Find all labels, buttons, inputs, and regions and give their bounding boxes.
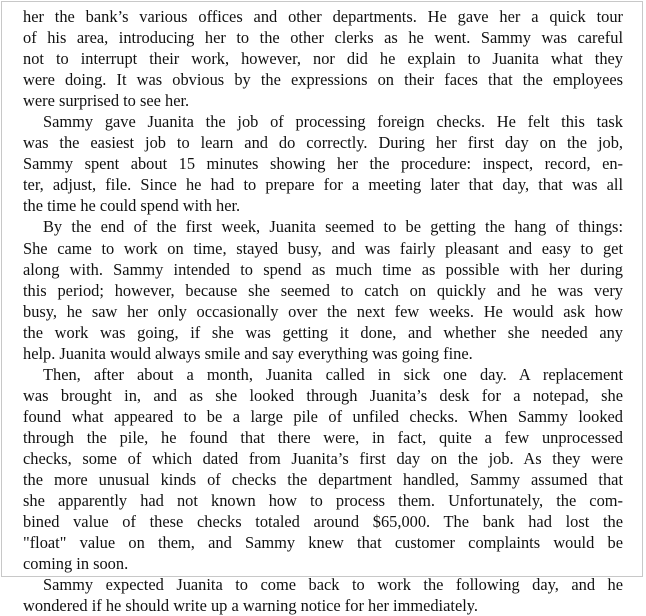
text-line: Sammy spent about 15 minutes showing her the procedure: inspect, record, en- (23, 154, 623, 174)
text-line: were doing. It was obvious by the expressions on their faces that the employees (23, 70, 623, 90)
body-text (23, 6, 623, 616)
text-line: Then, after about a month, Juanita called in sick one day. A replacement (43, 364, 623, 384)
text-line: found what appeared to be a large pile of unfiled checks. When Sammy looked (23, 406, 623, 426)
text-line: the work was going, if she was getting it done, and whether she needed any (23, 322, 623, 342)
text-line: she apparently had not known how to process them. Unfortunately, the com- (23, 491, 623, 511)
paragraph (23, 6, 623, 111)
text-line: By the end of the first week, Juanita seemed to be getting the hang of things: (43, 217, 623, 237)
text-line: not to interrupt their work, however, nor did he explain to Juanita what they (23, 49, 623, 69)
paragraph (23, 364, 623, 574)
text-line: along with. Sammy intended to spend as much time as possible with her during (23, 259, 623, 279)
text-line: help. Juanita would always smile and say everything was going fine. (23, 343, 473, 363)
text-line: "float" value on them, and Sammy knew that customer complaints would be (23, 533, 623, 553)
text-line: of his area, introducing her to the other clerks as he went. Sammy was careful (23, 28, 623, 48)
text-line: wondered if he should write up a warning notice for her immediately. (23, 596, 478, 616)
text-line: was brought in, and as she looked through Juanita’s desk for a notepad, she (23, 385, 623, 405)
text-line: busy, he saw her only occasionally over the next few weeks. He would ask how (23, 301, 623, 321)
text-line: bined value of these checks totaled around $65,000. The bank had lost the (23, 512, 623, 532)
text-line: the time he could spend with her. (23, 196, 241, 216)
paragraph (23, 111, 623, 216)
text-line: through the pile, he found that there were, in fact, quite a few unprocessed (23, 427, 623, 447)
text-line: was the easiest job to learn and do correctly. During her first day on the job, (23, 133, 623, 153)
text-line: this period; however, because she seemed to catch on quickly and he was very (23, 280, 623, 300)
document-page (1, 1, 643, 616)
text-line: Sammy gave Juanita the job of processing foreign checks. He felt this task (43, 112, 623, 132)
paragraph (23, 216, 623, 363)
text-line: ter, adjust, file. Since he had to prepare for a meeting later that day, that was all (23, 175, 623, 195)
text-line: coming in soon. (23, 554, 129, 574)
text-line: Sammy expected Juanita to come back to work the following day, and he (43, 575, 623, 595)
text-line: were surprised to see her. (23, 91, 190, 111)
text-line: her the bank’s various offices and other departments. He gave her a quick tour (23, 7, 623, 26)
paragraph (23, 574, 623, 616)
text-line: checks, some of which dated from Juanita’s first day on the job. As they were (23, 448, 623, 468)
text-line: the more unusual kinds of checks the department handled, Sammy assumed that (23, 470, 623, 490)
text-line: She came to work on time, stayed busy, and was fairly pleasant and easy to get (23, 238, 623, 258)
